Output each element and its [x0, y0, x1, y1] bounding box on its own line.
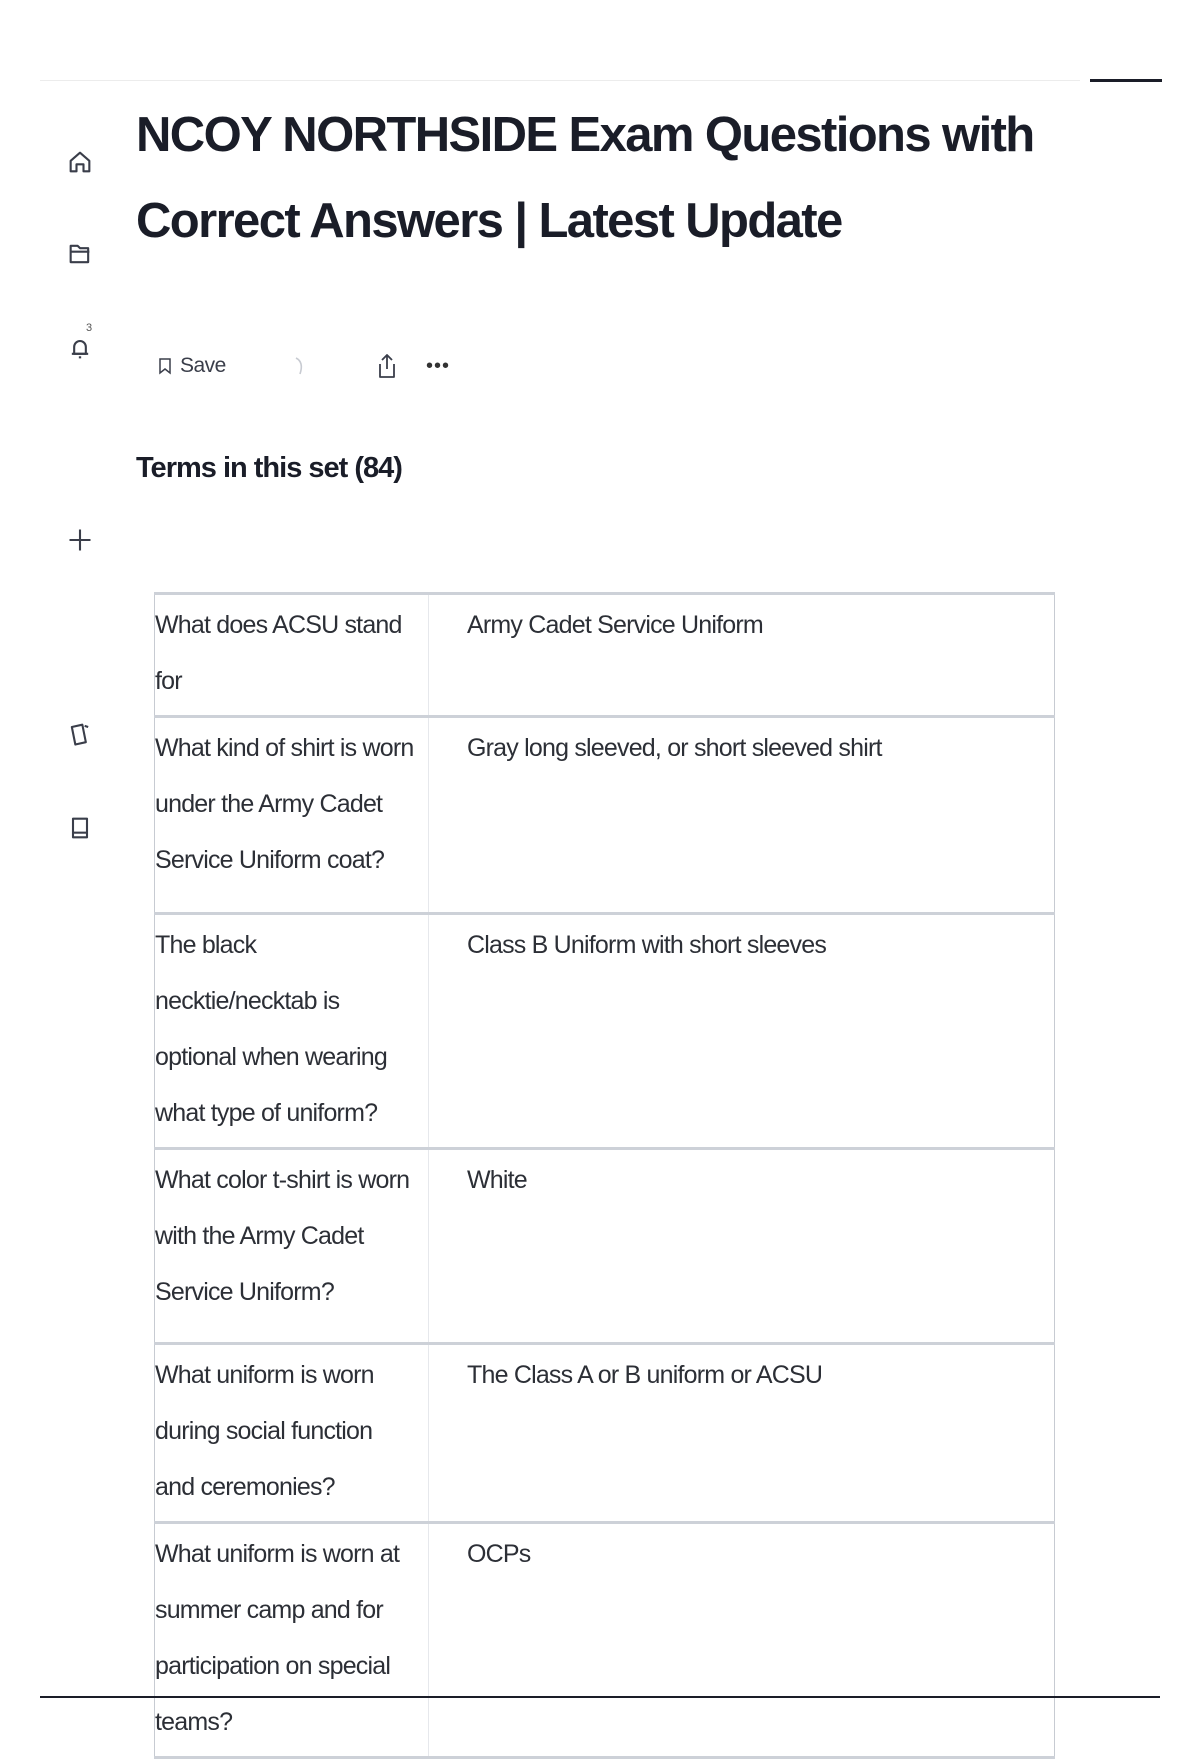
save-label: Save — [180, 354, 226, 377]
term-text: What uniform is worn during social function and ceremonies? — [155, 1344, 429, 1523]
term-row[interactable] — [155, 717, 1055, 914]
share-icon[interactable] — [376, 344, 398, 388]
definition-text: Army Cadet Service Uniform — [429, 594, 1055, 717]
top-divider — [40, 80, 1080, 81]
definition-text: The Class A or B uniform or ACSU — [429, 1344, 1055, 1523]
left-nav-rail — [0, 0, 120, 1700]
definition-text: Gray long sleeved, or short sleeved shirt — [429, 717, 1055, 914]
bell-icon[interactable] — [62, 330, 98, 366]
term-text: What does ACSU stand for — [155, 594, 429, 717]
flashcards-icon[interactable] — [62, 716, 98, 752]
home-icon[interactable] — [62, 144, 98, 180]
plus-icon[interactable] — [62, 522, 98, 558]
term-text: What color t-shirt is worn with the Army Cadet Service Uniform? — [155, 1149, 429, 1344]
terms-heading: Terms in this set (84) — [136, 452, 402, 484]
save-button[interactable] — [158, 344, 226, 388]
term-row[interactable] — [155, 1523, 1055, 1758]
term-row[interactable] — [155, 914, 1055, 1149]
term-text: The black necktie/necktab is optional when wearing what type of uniform? — [155, 914, 429, 1149]
book-icon[interactable] — [62, 810, 98, 846]
action-bar — [158, 344, 558, 388]
notification-badge: 3 — [86, 322, 93, 334]
term-row[interactable] — [155, 594, 1055, 717]
bookmark-icon — [158, 357, 172, 375]
definition-text: Class B Uniform with short sleeves — [429, 914, 1055, 1149]
more-options-icon[interactable]: ••• — [426, 354, 451, 377]
term-row[interactable] — [155, 1344, 1055, 1523]
term-text: What kind of shirt is worn under the Army Cadet Service Uniform coat? — [155, 717, 429, 914]
terms-table — [154, 592, 1055, 1759]
bottom-divider — [40, 1696, 1160, 1698]
definition-text: White — [429, 1149, 1055, 1344]
definition-text: OCPs — [429, 1523, 1055, 1758]
undo-icon[interactable] — [292, 344, 308, 388]
page-title: NCOY NORTHSIDE Exam Questions with Correct Answers | Latest Update — [136, 108, 1034, 248]
top-divider-accent — [1090, 79, 1162, 82]
term-text: What uniform is worn at summer camp and for participation on special teams? — [155, 1523, 429, 1758]
folder-icon[interactable] — [62, 236, 98, 272]
term-row[interactable] — [155, 1149, 1055, 1344]
